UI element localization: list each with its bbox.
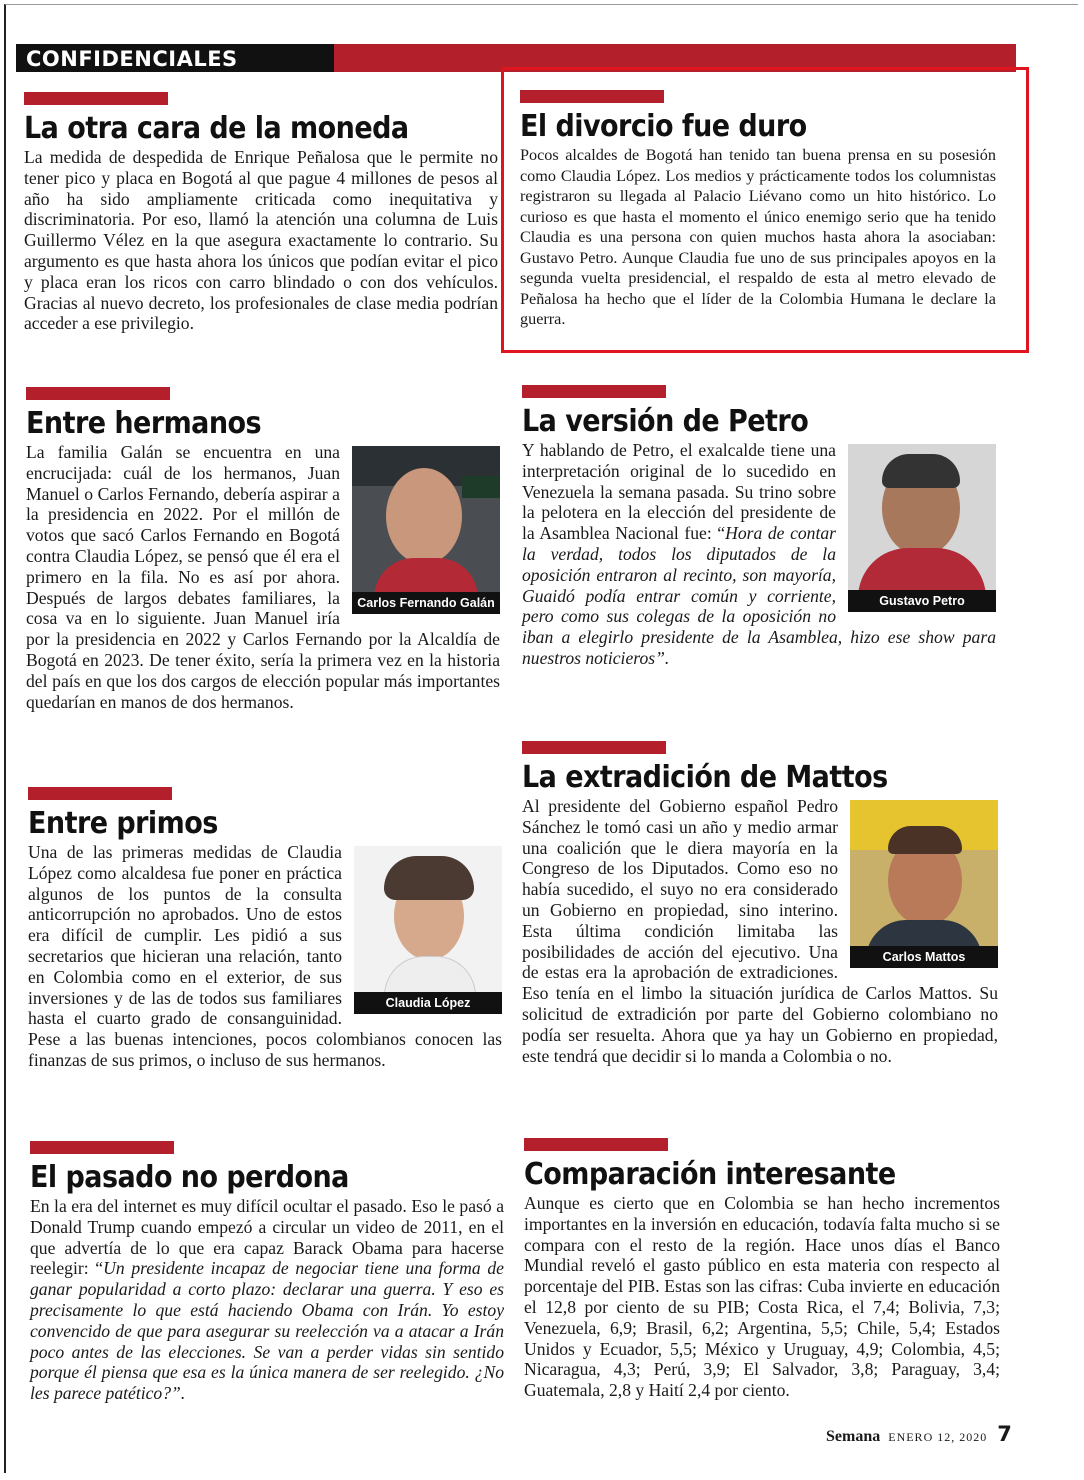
- accent-bar: [26, 387, 170, 400]
- article-mattos: [522, 741, 998, 1066]
- photo-caption: Claudia López: [354, 992, 502, 1014]
- article-body: Pocos alcaldes de Bogotá han tenido tan buena prensa en su posesión como Claudia López. Los medios y prácticamente todos los columnistas registraron su llegada al Palacio Liévano como un hito histórico. Lo curioso es que hasta el momento el único enemigo serio que ha tenido Claudia es una persona con quien muchos hasta ahora la asociaban: Gustavo Petro. Aunque Claudia fue uno de sus principales apoyos en la segunda vuelta presidencial, el respaldo de esta al metro elevado de Peñalosa ha hecho que el líder de la Colombia Humana le declare la guerra.: [520, 146, 996, 328]
- section-label: CONFIDENCIALES: [26, 47, 238, 71]
- article-body: Al presidente del Gobierno español Pedro Sánchez le tomó casi un año y medio armar una coalición que le diera mayoría en la Congreso de los Diputados. Como eso no había sucedido, el suyo no era considerado un Gobierno en propiedad, sino interino. Esta última condición limitaba las posibilidades de acción del ejecutivo. Una de estas era la aprobación de extradiciones. Eso tenía en el limbo la situación jurídica de Carlos Mattos. Su solicitud de extradición por parte del Gobierno colombiano no podía ser resuelta. Ahora que ya hay un Gobierno en propiedad, este tendrá que decidir si lo manda a Colombia o no.: [522, 796, 998, 1066]
- accent-bar: [522, 385, 666, 398]
- article-title: Entre primos: [28, 806, 218, 841]
- photo-caption: Carlos Fernando Galán: [352, 592, 500, 614]
- article-body: [30, 1196, 504, 1404]
- photo-caption: Carlos Mattos: [850, 946, 998, 968]
- accent-bar: [24, 92, 168, 105]
- accent-bar: [522, 741, 666, 754]
- photo-lopez: [354, 846, 502, 1014]
- article-title: El pasado no perdona: [30, 1160, 349, 1195]
- article-primos: [28, 787, 502, 1071]
- article-body: Una de las primeras medidas de Claudia López como alcaldesa fue poner en práctica algunos de los puntos de la consulta anticorrupción no aprobados. Uno de estos era difícil de cumplir. Les pidió a sus secretarios que hicieran una relación, tanto en Colombia como en el exterior, de sus inversiones y de las de todos sus familiares hasta el cuarto grado de consanguinidad. Pese a las buenas intenciones, pocos colombianos conocen las finanzas de sus primos, o incluso de sus hermanos.: [28, 842, 502, 1070]
- article-pasado: [30, 1141, 504, 1404]
- article-petro: [522, 385, 996, 669]
- article-title: Entre hermanos: [26, 406, 262, 441]
- article-title: La otra cara de la moneda: [24, 111, 409, 146]
- accent-bar: [520, 90, 664, 103]
- page-footer: [826, 1422, 1012, 1446]
- article-divorcio: [520, 90, 996, 330]
- photo-caption: Gustavo Petro: [848, 590, 996, 612]
- photo-petro: [848, 444, 996, 612]
- accent-bar: [30, 1141, 174, 1154]
- quote: Hora de contar la verdad, todos los diputados de la oposición entraron al recinto, son mayoría, Guaidó podía entrar común y corriente, pero como sus colegas de la oposición no iban a elegirlo presidente de la Asamblea, hizo ese show para nuestros noticieros: [522, 523, 996, 668]
- magazine-name: Semana: [826, 1428, 881, 1445]
- article-body: La medida de despedida de Enrique Peñalosa que le permite no tener pico y placa en Bogotá al que pague 4 millones de pesos al año ha sido ampliamente criticada como inequitativa y discriminatoria. Por eso, llamó la atención una columna de Luis Guillermo Vélez en la que asegura exactamente lo contrario. Su argumento es que hasta ahora los únicos que podían evitar el pico y placa eran los ricos con carro blindado o con dos vehículos. Gracias al nuevo decreto, los profesionales de clase media podrían acceder a ese privilegio.: [24, 147, 498, 334]
- article-title: La extradición de Mattos: [522, 760, 888, 795]
- article-otra-cara: [24, 92, 498, 334]
- article-body: La familia Galán se encuentra en una encrucijada: cuál de los hermanos, Juan Manuel o Carlos Fernando, debería aspirar a la presidencia en 2022. Por el millón de votos que sacó Carlos Fernando en Bogotá contra Claudia López, se pensó que él era el primero en la fila. No es así por ahora. Después de largos debates familiares, la cosa va en lo siguiente. Juan Manuel iría por la presidencia en 2022 y Carlos Fernando por la Alcaldía de Bogotá en 2023. De tener éxito, sería la primera vez en la historia del país en que los dos cargos de elección popular más importantes quedarían en manos de dos hermanos.: [26, 442, 500, 712]
- article-hermanos: [26, 387, 500, 712]
- article-title: Comparación interesante: [524, 1157, 896, 1192]
- body-intro: En la era del internet es muy difícil ocultar el pasado. Eso le pasó a Donald Trump cuando empezó a circular un video de 2011, en el que advertía de lo que era capaz Barack Obama para hacerse reelegir: “: [30, 1196, 504, 1279]
- accent-bar: [28, 787, 172, 800]
- body-end: ”.: [655, 647, 670, 668]
- accent-bar: [524, 1138, 668, 1151]
- photo-galan: [352, 446, 500, 614]
- body-end: ”.: [171, 1383, 186, 1404]
- section-label-box: [16, 44, 334, 72]
- page-number: 7: [997, 1422, 1012, 1446]
- article-body: Aunque es cierto que en Colombia se han hecho incrementos importantes en la inversión en educación, todavía falta mucho si se compara con el resto de la región. Hace unos días el Banco Mundial reveló el gasto público en esta materia con respecto al porcentaje del PIB. Estas son las cifras: Cuba invierte en educación el 12,8 por ciento de su PIB; Costa Rica, el 7,4; Bolivia, 7,3; Venezuela, 6,9; Brasil, 6,2; Argentina, 5,5; Chile, 5,4; Estados Unidos y Ecuador, 5,5; México y Uruguay, 4,9; Colombia, 4,5; Nicaragua, 4,3; Perú, 3,9; El Salvador, 3,8; Paraguay, 3,4; Guatemala, 2,8 y Haití 2,4 por ciento.: [524, 1193, 1000, 1401]
- body-intro: Y hablando de Petro, el exalcalde tiene una interpretación original de lo sucedido en Venezuela la semana pasada. Su trino sobre la pelotera en la elección del presidente de la Asamblea Nacional fue: “: [522, 440, 836, 544]
- quote: Un presidente incapaz de negociar tiene una forma de ganar popularidad a corto plazo: declarar una guerra. Y eso es precisamente lo que está haciendo Obama con Irán. Yo estoy convencido de que para asegurar su reelección va a atacar a Irán poco antes de las elecciones. Se van a perder vidas sin sentido porque él piensa que esa es la única manera de ser reelegido. ¿No les parece patético?: [30, 1258, 504, 1404]
- issue-date: ENERO 12, 2020: [888, 1430, 988, 1444]
- photo-mattos: [850, 800, 998, 968]
- article-title: La versión de Petro: [522, 404, 809, 439]
- article-title: El divorcio fue duro: [520, 109, 807, 144]
- article-comparacion: [524, 1138, 1000, 1401]
